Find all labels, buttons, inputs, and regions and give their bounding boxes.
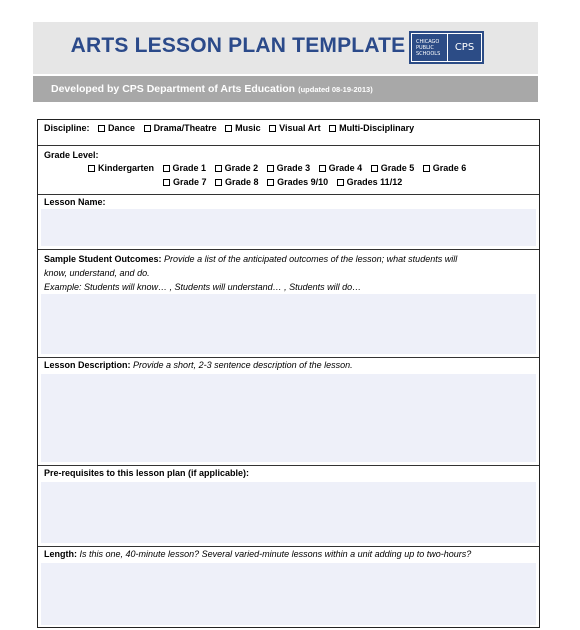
lesson-name-field[interactable]: [41, 209, 536, 246]
logo-line-3: SCHOOLS: [416, 50, 441, 57]
description-text: [44, 360, 353, 370]
discipline-option-visual-art[interactable]: Visual Art: [263, 123, 321, 133]
length-field[interactable]: [41, 563, 536, 625]
prerequisites-field[interactable]: [41, 482, 536, 543]
outcomes-row: [38, 250, 539, 358]
discipline-label: Discipline:: [44, 123, 90, 133]
grade-options-row-1: [88, 163, 472, 173]
outcomes-field[interactable]: [41, 294, 536, 354]
checkbox-icon[interactable]: [98, 125, 105, 132]
checkbox-icon[interactable]: [423, 165, 430, 172]
grade-option-5[interactable]: Grade 5: [371, 163, 415, 173]
grade-option-9-10[interactable]: Grades 9/10: [267, 177, 328, 187]
grade-option-4[interactable]: Grade 4: [319, 163, 363, 173]
discipline-row: [38, 120, 539, 146]
grade-option-6[interactable]: Grade 6: [423, 163, 467, 173]
outcomes-hint-2: know, understand, and do.: [44, 268, 150, 278]
grade-option-8[interactable]: Grade 8: [215, 177, 259, 187]
grade-option-11-12[interactable]: Grades 11/12: [337, 177, 403, 187]
discipline-option-drama[interactable]: Drama/Theatre: [138, 123, 217, 133]
logo-frame: [411, 33, 482, 62]
checkbox-icon[interactable]: [144, 125, 151, 132]
checkbox-icon[interactable]: [225, 125, 232, 132]
lesson-plan-form: [37, 119, 540, 628]
checkbox-icon[interactable]: [337, 179, 344, 186]
developed-by-banner: [33, 76, 538, 102]
length-row: [38, 547, 539, 627]
checkbox-icon[interactable]: [215, 179, 222, 186]
updated-date: (updated 08-19-2013): [298, 85, 373, 94]
grade-level-label: Grade Level:: [44, 150, 99, 160]
grade-option-kindergarten[interactable]: Kindergarten: [88, 163, 154, 173]
checkbox-icon[interactable]: [215, 165, 222, 172]
prerequisites-row: [38, 466, 539, 547]
lesson-name-label: Lesson Name:: [44, 197, 106, 207]
developed-by-text: Developed by CPS Department of Arts Education: [51, 83, 296, 95]
outcomes-label: Sample Student Outcomes:: [44, 254, 162, 264]
checkbox-icon[interactable]: [163, 165, 170, 172]
discipline-option-music[interactable]: Music: [219, 123, 261, 133]
logo-text-block: [412, 34, 448, 61]
grade-option-1[interactable]: Grade 1: [163, 163, 207, 173]
checkbox-icon[interactable]: [329, 125, 336, 132]
document-title: ARTS LESSON PLAN TEMPLATE: [70, 34, 406, 57]
checkbox-icon[interactable]: [163, 179, 170, 186]
checkbox-icon[interactable]: [267, 179, 274, 186]
outcomes-hint: Provide a list of the anticipated outcomes of the lesson; what students will: [164, 254, 458, 264]
checkbox-icon[interactable]: [88, 165, 95, 172]
outcomes-example: Example: Students will know… , Students will understand… , Students will do…: [44, 282, 362, 292]
cps-logo: [409, 31, 484, 64]
description-row: [38, 358, 539, 466]
length-label: Length:: [44, 549, 77, 559]
checkbox-icon[interactable]: [267, 165, 274, 172]
checkbox-icon[interactable]: [371, 165, 378, 172]
discipline-option-dance[interactable]: Dance: [92, 123, 135, 133]
grade-option-3[interactable]: Grade 3: [267, 163, 311, 173]
length-hint: Is this one, 40-minute lesson? Several varied-minute lessons within a unit adding up to two-hours?: [79, 549, 472, 559]
description-label: Lesson Description:: [44, 360, 131, 370]
checkbox-icon[interactable]: [269, 125, 276, 132]
length-text: [44, 549, 471, 559]
grade-level-row: [38, 146, 539, 195]
discipline-option-multi[interactable]: Multi-Disciplinary: [323, 123, 414, 133]
grade-options-row-2: [163, 177, 408, 187]
logo-abbrev: CPS: [454, 42, 475, 53]
logo-line-1: CHICAGO: [416, 38, 440, 45]
outcomes-text: [44, 252, 457, 294]
grade-option-7[interactable]: Grade 7: [163, 177, 207, 187]
description-hint: Provide a short, 2-3 sentence description of the lesson.: [133, 360, 353, 370]
checkbox-icon[interactable]: [319, 165, 326, 172]
discipline-options: [44, 123, 414, 133]
prerequisites-label: Pre-requisites to this lesson plan (if applicable):: [44, 468, 250, 478]
description-field[interactable]: [41, 374, 536, 462]
lesson-name-row: [38, 195, 539, 250]
logo-line-2: PUBLIC: [416, 44, 434, 51]
grade-option-2[interactable]: Grade 2: [215, 163, 259, 173]
